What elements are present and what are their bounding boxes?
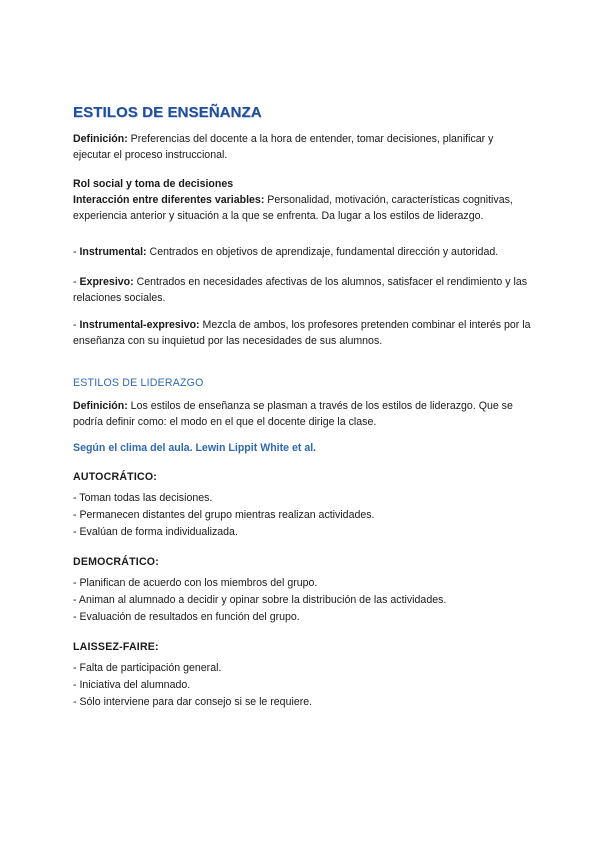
list-item: - Permanecen distantes del grupo mientras realizan actividades. <box>73 508 375 521</box>
list-item: - Evaluación de resultados en función del grupo. <box>73 610 300 623</box>
tipo-text: Centrados en objetivos de aprendizaje, fundamental dirección y autoridad. <box>146 246 499 258</box>
tipo-label: Instrumental-expresivo: <box>79 319 200 331</box>
interaccion-label: Interacción entre diferentes variables: <box>73 194 265 206</box>
tipo-text: Mezcla de ambos, los profesores pretenden combinar el interés por la enseñanza con su inquietud por las necesidades de sus alumnos. <box>73 319 531 347</box>
laissez-faire-heading: LAISSEZ-FAIRE: <box>73 641 159 653</box>
democratico-list <box>73 575 446 625</box>
tipo-prefix: - <box>73 319 80 331</box>
tipo-instrumental <box>73 245 533 261</box>
interaccion-paragraph <box>73 193 533 224</box>
autocratico-heading: AUTOCRÁTICO: <box>73 471 158 483</box>
tipo-prefix: - <box>73 246 80 258</box>
democratico-heading: DEMOCRÁTICO: <box>73 556 159 568</box>
liderazgo-heading: ESTILOS DE LIDERAZGO <box>73 377 204 389</box>
tipo-label: Instrumental: <box>79 246 147 258</box>
list-item: - Planifican de acuerdo con los miembros del grupo. <box>73 577 318 589</box>
interaccion-text: Personalidad, motivación, características cognitivas, experiencia anterior y situación a la que se enfrenta. Da lugar a los estilos de liderazgo. <box>73 194 513 222</box>
autocratico-list <box>73 490 375 540</box>
tipo-expresivo <box>73 275 533 306</box>
clima-heading: Según el clima del aula. Lewin Lippit White et al. <box>73 442 317 454</box>
page-title: ESTILOS DE ENSEÑANZA <box>73 104 262 121</box>
definition-label: Definición: <box>73 133 128 145</box>
list-item: - Falta de participación general. <box>73 662 222 674</box>
tipo-prefix: - <box>73 276 80 288</box>
liderazgo-def-label: Definición: <box>73 400 128 412</box>
rol-social-heading: Rol social y toma de decisiones <box>73 178 234 190</box>
liderazgo-definition <box>73 399 533 430</box>
list-item: - Animan al alumnado a decidir y opinar sobre la distribución de las actividades. <box>73 593 447 606</box>
list-item: - Iniciativa del alumnado. <box>73 678 191 691</box>
tipo-instrumental-expresivo <box>73 318 533 349</box>
list-item: - Sólo interviene para dar consejo si se le requiere. <box>73 695 313 708</box>
laissez-faire-list <box>73 660 312 710</box>
list-item: - Evalúan de forma individualizada. <box>73 525 238 538</box>
liderazgo-def-text: Los estilos de enseñanza se plasman a través de los estilos de liderazgo. Que se podría definir como: el modo en el que el docente dirige la clase. <box>73 400 513 428</box>
definition-paragraph <box>73 132 533 163</box>
tipo-text: Centrados en necesidades afectivas de los alumnos, satisfacer el rendimiento y las relaciones sociales. <box>73 276 528 304</box>
list-item: - Toman todas las decisiones. <box>73 492 213 504</box>
tipo-label: Expresivo: <box>79 276 134 288</box>
definition-text: Preferencias del docente a la hora de entender, tomar decisiones, planificar y ejecutar el proceso instruccional. <box>73 133 494 161</box>
